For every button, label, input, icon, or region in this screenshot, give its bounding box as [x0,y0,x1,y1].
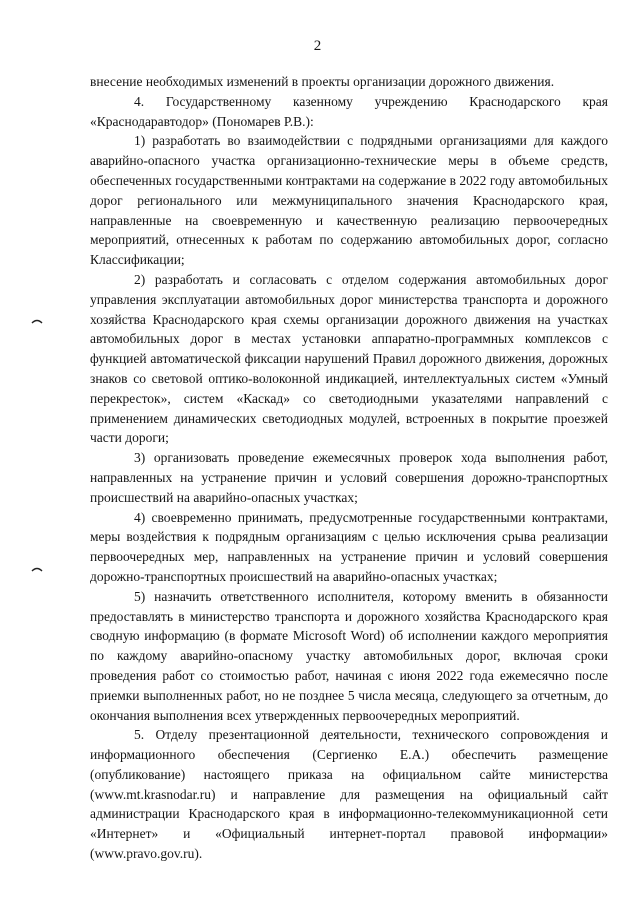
hole-punch-mark-top [31,318,43,324]
paragraph-item-4: 4. Государственному казенному учреждению Краснодарского края «Краснодаравтодор» (Пономарев Р.В.): [90,93,608,129]
paragraph-item-4-1: 1) разработать во взаимодействии с подрядными организациями для каждого аварийно-опасного участка организационно-технические меры в объеме средств, обеспеченных государственными контрактами на содержание в 2022 году автомобильных дорог регионального или межмуниципального значения Краснодарского края, направленные на своевременную и качественную реализацию первоочередных мероприятий, отнесенных к работам по содержанию автомобильных дорог, согласно Классификации; [90,133,608,268]
document-body [90,72,608,864]
page-number: 2 [313,38,322,54]
hole-punch-mark-bottom [31,566,43,572]
paragraph-item-5: 5. Отделу презентационной деятельности, технического сопровождения и информационного обеспечения (Сергиенко Е.А.) обеспечить размещение (опубликование) настоящего приказа на официальном сайте министерства (www.mt.krasnodar.ru) и направление для размещения на официальный сайт администрации Краснодарского края в информационно-телекоммуникационной сети «Интернет» и «Официальный интернет-портал правовой информации» (www.pravo.gov.ru). [90,727,608,862]
paragraph-item-4-4: 4) своевременно принимать, предусмотренные государственными контрактами, меры воздействия к подрядным организациям с целью исключения срыва реализации первоочередных мер, направленных на устранение причин и условий совершения дорожно-транспортных происшествий на аварийно-опасных участках; [90,509,608,584]
paragraph-item-4-5: 5) назначить ответственного исполнителя, которому вменить в обязанности предоставлять в министерство транспорта и дорожного хозяйства Краснодарского края сводную информацию (в формате Microsoft Word) об исполнении каждого мероприятия по каждому аварийно-опасному участку автомобильных дорог, включая сроки проведения работ со стоимостью работ, начиная с июня 2022 года ежемесячно после приемки выполненных работ, но не позднее 5 числа месяца, следующего за отчетным, до окончания выполнения всех утвержденных первоочередных мероприятий. [90,588,608,723]
paragraph-item-4-2: 2) разработать и согласовать с отделом содержания автомобильных дорог управления эксплуатации автомобильных дорог министерства транспорта и дорожного хозяйства Краснодарского края схемы организации дорожного движения на участках автомобильных дорог в местах установки аппаратно-программных комплексов с функцией автоматической фиксации нарушений Правил дорожного движения, дорожных знаков со световой оптико-волоконной индикацией, интеллектуальных систем «Умный перекресток», систем «Каскад» со светодиодными указателями направлений с применением динамических светодиодных модулей, встроенных в покрытие проезжей части дороги; [90,271,608,446]
paragraph-item-4-3: 3) организовать проведение ежемесячных проверок хода выполнения работ, направленных на устранение причин и условий совершения дорожно-транспортных происшествий на аварийно-опасных участках; [90,450,608,505]
paragraph-continuation: внесение необходимых изменений в проекты организации дорожного движения. [90,74,555,89]
